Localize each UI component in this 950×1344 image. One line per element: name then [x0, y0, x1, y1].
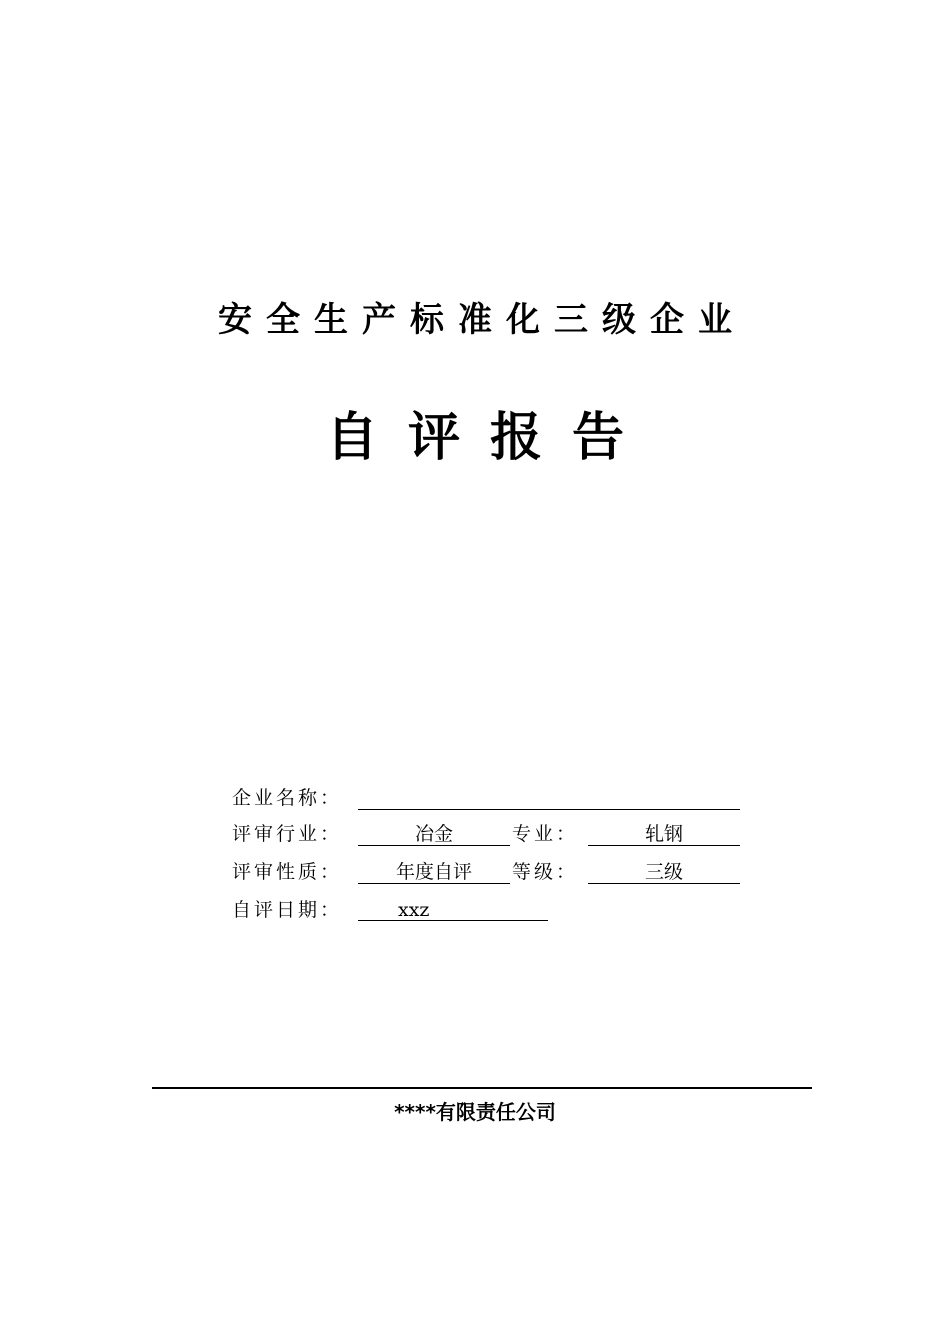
company-name-field	[358, 783, 740, 810]
company-name-footer: ****有限责任公司	[394, 1100, 556, 1124]
footer-divider	[152, 1087, 812, 1089]
industry-label: 评审行业：	[232, 823, 343, 845]
date-label: 自评日期：	[232, 899, 343, 921]
nature-field: 年度自评	[358, 857, 510, 884]
grade-field: 三级	[588, 857, 740, 884]
nature-label: 评审性质：	[232, 861, 343, 883]
title-line-2: 自评报告	[325, 408, 654, 468]
company-name-label: 企业名称：	[232, 787, 343, 809]
date-field: xxz	[358, 895, 548, 921]
specialty-field: 轧钢	[588, 819, 740, 846]
industry-field: 冶金	[358, 819, 510, 846]
grade-label: 等级：	[512, 861, 579, 883]
specialty-label: 专业：	[512, 823, 579, 845]
title-line-1: 安全生产标准化三级企业	[218, 300, 746, 340]
